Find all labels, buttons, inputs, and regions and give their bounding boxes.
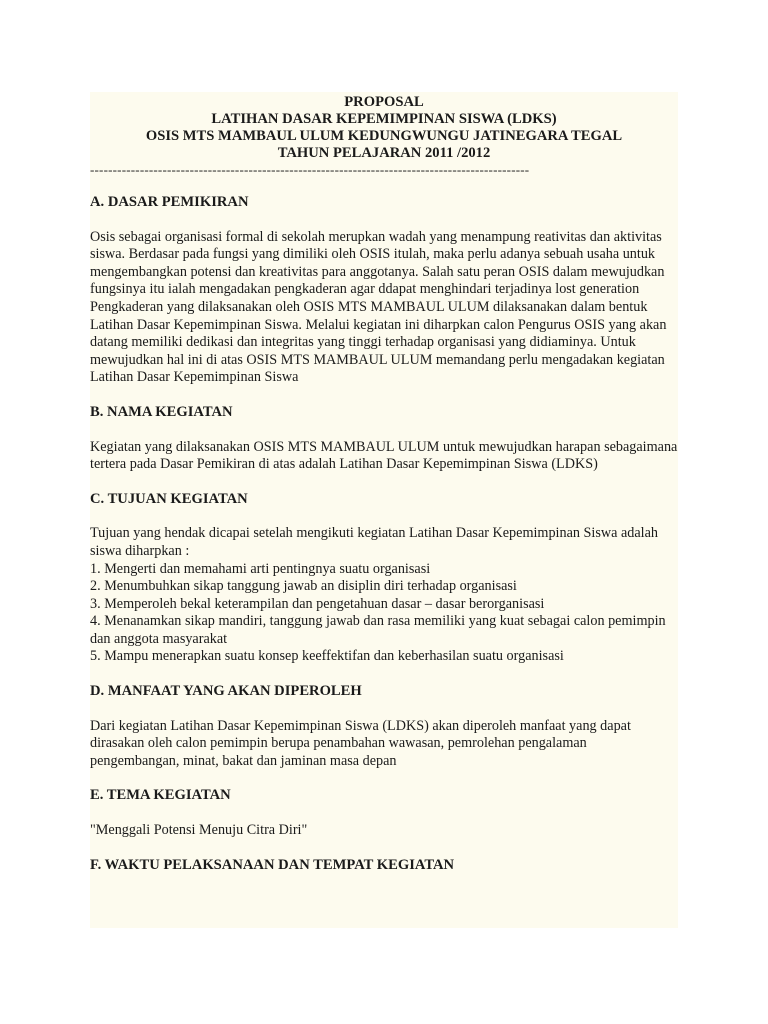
section-d-paragraph-1: Dari kegiatan Latihan Dasar Kepemimpinan Siswa (LDKS) akan diperoleh manfaat yang dapat dirasakan oleh calon pemimpin berupa penambahan wawasan, pemrolehan pengalaman pengembangan, minat, bakat dan jaminan masa depan <box>90 717 631 769</box>
section-heading-f: F. WAKTU PELAKSANAAN DAN TEMPAT KEGIATAN <box>90 856 455 873</box>
list-item: 5. Mampu menerapkan suatu konsep keeffektifan dan keberhasilan suatu organisasi <box>90 648 564 665</box>
section-heading-e: E. TEMA KEGIATAN <box>90 787 231 804</box>
list-item: 4. Menanamkan sikap mandiri, tanggung jawab dan rasa memiliki yang kuat sebagai calon pemimpin dan anggota masyarakat <box>90 613 666 647</box>
doc-title-line-3: OSIS MTS MAMBAUL ULUM KEDUNGWUNGU JATINEGARA TEGAL <box>145 128 623 144</box>
list-item: 3. Memperoleh bekal keterampilan dan pengetahuan dasar – dasar berorganisasi <box>90 595 545 612</box>
list-item: 2. Menumbuhkan sikap tanggung jawab an disiplin diri terhadap organisasi <box>90 578 517 595</box>
list-item: 1. Mengerti dan memahami arti pentingnya suatu organisasi <box>90 560 431 577</box>
doc-title-line-1: PROPOSAL <box>344 94 424 110</box>
doc-title-line-4: TAHUN PELAJARAN 2011 /2012 <box>277 145 491 161</box>
section-a-paragraph-2: Pengkaderan yang dilaksanakan oleh OSIS MTS MAMBAUL ULUM dilaksanakan dalam bentuk Latihan Dasar Kepemimpinan Siswa. Melalui kegiatan ini diharpkan calon Pengurus OSIS yang akan datang memiliki dedikasi dan integritas yang tinggi terhadap organisasi yang didiaminya. Untuk mewujudkan hal ini di atas OSIS MTS MAMBAUL ULUM memandang perlu mengadakan kegiatan Latihan Dasar Kepemimpinan Siswa <box>90 298 667 386</box>
section-heading-b: B. NAMA KEGIATAN <box>90 403 233 420</box>
dashed-divider: ------------------------------------------------------------------------------------------------- <box>90 163 530 177</box>
section-c-intro: Tujuan yang hendak dicapai setelah mengikuti kegiatan Latihan Dasar Kepemimpinan Siswa adalah siswa diharpkan : <box>90 525 658 559</box>
section-heading-a: A. DASAR PEMIKIRAN <box>90 194 249 210</box>
document-page <box>90 92 678 928</box>
section-heading-c: C. TUJUAN KEGIATAN <box>90 490 248 507</box>
doc-title-line-2: LATIHAN DASAR KEPEMIMPINAN SISWA (LDKS) <box>211 111 557 127</box>
section-b-paragraph-1: Kegiatan yang dilaksanakan OSIS MTS MAMBAUL ULUM untuk mewujudkan harapan sebagaimana tertera pada Dasar Pemikiran di atas adalah Latihan Dasar Kepemimpinan Siswa (LDKS) <box>90 438 678 473</box>
section-a-paragraph-1: Osis sebagai organisasi formal di sekolah merupkan wadah yang menampung reativitas dan aktivitas siswa. Berdasar pada fungsi yang dimiliki oleh OSIS itulah, maka perlu adanya sebuah usaha untuk mengembangkan potensi dan kreativitas para anggotanya. Salah satu peran OSIS dalam mewujudkan fungsinya itu ialah mengadakan pengkaderan agar ddapat menghindari terjadinya lost generation <box>90 228 665 298</box>
section-heading-d: D. MANFAAT YANG AKAN DIPEROLEH <box>90 683 362 700</box>
section-e-paragraph-1: "Menggali Potensi Menuju Citra Diri" <box>90 822 308 839</box>
